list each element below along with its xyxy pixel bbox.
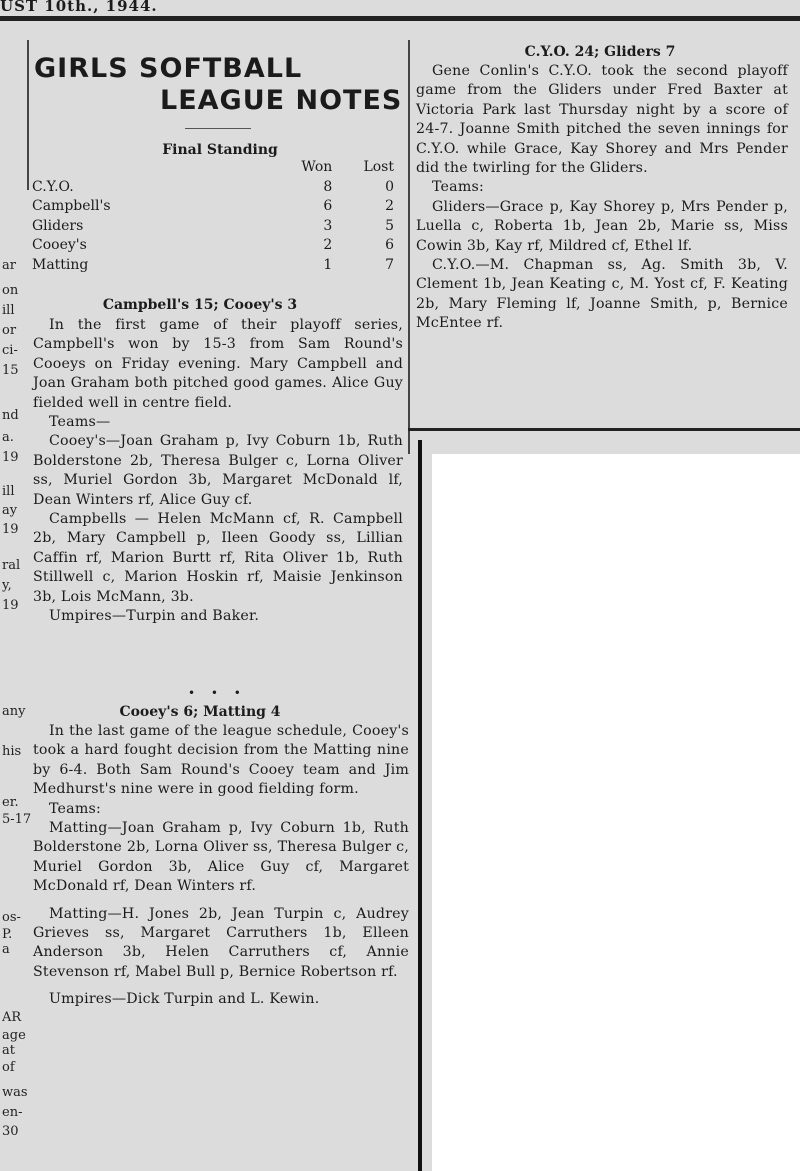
- margin-fragment: 5-17: [2, 812, 32, 827]
- game2-team-a: Matting—Joan Graham p, Ivy Coburn 1b, Ruth Bolderstone 2b, Lorna Oliver ss, Theresa Bulger c, Muriel Gordon 3b, Alice Guy cf, Margaret McDonald rf, Dean Winters rf.: [33, 820, 409, 895]
- margin-fragment: age: [2, 1028, 26, 1043]
- dateline: UST 10th., 1944.: [0, 0, 158, 14]
- won-value: 2: [323, 237, 333, 253]
- won-value: 6: [323, 198, 333, 214]
- lost-header: Lost: [363, 159, 394, 175]
- margin-fragment: ci-: [2, 343, 18, 358]
- margin-fragment: his: [2, 744, 22, 759]
- game3-title: C.Y.O. 24; Gliders 7: [524, 44, 676, 60]
- game2-title: Cooey's 6; Matting 4: [119, 704, 281, 720]
- game1-team-a: Cooey's—Joan Graham p, Ivy Coburn 1b, Ruth Bolderstone 2b, Theresa Bulger c, Lorna Oliver ss, Muriel Gordon 3b, Margaret McDonald lf, Dean Winters rf, Alice Guy cf.: [33, 433, 403, 508]
- margin-fragment: or: [2, 323, 17, 338]
- margin-fragment: P.: [2, 927, 13, 942]
- game3-team-a: Gliders—Grace p, Kay Shorey p, Mrs Pender p, Luella c, Roberta 1b, Jean 2b, Marie ss, Miss Cowin 3b, Kay rf, Mildred cf, Ethel lf.: [416, 198, 788, 254]
- margin-fragment: 19: [2, 450, 19, 465]
- team-name: Campbell's: [32, 198, 111, 214]
- margin-fragment: of: [2, 1060, 15, 1075]
- game3-body: Gene Conlin's C.Y.O. took the second playoff game from the Gliders under Fred Baxter at Victoria Park last Thursday night by a score of 24-7. Joanne Smith pitched the seven innings for C.Y.O. while Grace, Kay Shorey and Mrs Pender did the twirling for the Gliders.: [416, 63, 788, 177]
- game1-article: [33, 316, 403, 627]
- margin-fragment: 19: [2, 598, 19, 613]
- game1-teams-label: Teams—: [49, 414, 111, 431]
- standing-row: [32, 217, 394, 237]
- margin-fragment: en-: [2, 1105, 23, 1120]
- margin-fragment: y,: [2, 578, 12, 593]
- team-name: Matting: [32, 256, 89, 273]
- standing-row: [32, 197, 394, 217]
- margin-fragment: 30: [2, 1124, 19, 1139]
- margin-fragment: a: [2, 942, 10, 957]
- lost-value: 0: [385, 178, 394, 195]
- game2-body: In the last game of the league schedule, Cooey's took a hard fought decision from the Matting nine by 6-4. Both Sam Round's Cooey team and Jim Medhurst's nine were in good fielding form.: [33, 723, 409, 798]
- game3-article: [416, 62, 788, 334]
- standing-row: [32, 256, 394, 276]
- standing-title: Final Standing: [162, 142, 278, 158]
- game2-article: [33, 722, 409, 1010]
- column-divider: [418, 440, 422, 1171]
- margin-fragment: 15: [2, 363, 19, 378]
- standing-row: [32, 178, 394, 198]
- game2-umpires: Umpires—Dick Turpin and L. Kewin.: [49, 991, 320, 1008]
- margin-fragment: ill: [2, 303, 15, 318]
- headline-rule: [185, 128, 251, 129]
- margin-fragment: on: [2, 283, 19, 298]
- separator-stars: • • •: [188, 686, 247, 700]
- lost-value: 5: [385, 217, 394, 234]
- won-value: 3: [323, 217, 333, 234]
- game1-body: In the first game of their playoff series, Campbell's won by 15-3 from Sam Round's Cooeys on Friday evening. Mary Campbell and Joan Graham both pitched good games. Alice Guy fielded well in centre field.: [33, 317, 403, 411]
- lost-value: 7: [385, 256, 394, 273]
- margin-fragment: ral: [2, 558, 21, 573]
- lost-value: 2: [385, 198, 394, 214]
- standings-table: [32, 158, 394, 275]
- margin-fragment: AR: [2, 1010, 22, 1025]
- margin-fragment: any: [2, 704, 26, 719]
- margin-fragment: a.: [2, 430, 14, 445]
- margin-fragment: 19: [2, 522, 19, 537]
- standings-header-row: [32, 158, 394, 178]
- won-value: 8: [323, 178, 333, 195]
- margin-fragment: at: [2, 1043, 15, 1058]
- standing-row: [32, 236, 394, 256]
- game1-team-b: Campbells — Helen McMann cf, R. Campbell 2b, Mary Campbell p, Ileen Goody ss, Lillian Caffin rf, Marion Burtt rf, Rita Oliver 1b, Ruth Stillwell c, Marion Hoskin rf, Maisie Jenkinson 3b, Lois McMann, 3b.: [33, 511, 403, 605]
- team-name: C.Y.O.: [32, 178, 74, 195]
- team-name: Gliders: [32, 217, 84, 234]
- section-rule: [408, 428, 800, 431]
- game2-team-b: Matting—H. Jones 2b, Jean Turpin c, Audrey Grieves ss, Margaret Carruthers 1b, Elleen Anderson 3b, Helen Carruthers cf, Annie Stevenson rf, Mabel Bull p, Bernice Robertson rf.: [33, 905, 409, 980]
- game3-teams-label: Teams:: [432, 179, 484, 196]
- won-header: Won: [301, 159, 333, 175]
- column-divider: [27, 40, 29, 190]
- margin-fragment: was: [2, 1085, 28, 1100]
- headline-line1: GIRLS SOFTBALL: [34, 53, 303, 84]
- game1-title: Campbell's 15; Cooey's 3: [102, 297, 298, 313]
- won-value: 1: [323, 256, 333, 273]
- game2-teams-label: Teams:: [49, 800, 101, 817]
- margin-fragment: ill: [2, 484, 15, 499]
- team-name: Cooey's: [32, 237, 87, 253]
- margin-fragment: os-: [2, 910, 21, 925]
- margin-fragment: ar: [2, 258, 16, 273]
- game1-umpires: Umpires—Turpin and Baker.: [49, 608, 260, 625]
- margin-fragment: nd: [2, 408, 19, 423]
- game3-team-b: C.Y.O.—M. Chapman ss, Ag. Smith 3b, V. Clement 1b, Jean Keating c, M. Yost cf, F. Keating 2b, Mary Fleming lf, Joanne Smith, p, Bernice McEntee rf.: [416, 257, 788, 332]
- headline-line2: LEAGUE NOTES: [160, 85, 403, 116]
- top-rule: [0, 16, 800, 21]
- margin-fragment: er.: [2, 795, 19, 810]
- margin-fragment: ay: [2, 503, 18, 518]
- column-divider: [408, 40, 410, 454]
- lost-value: 6: [385, 237, 394, 253]
